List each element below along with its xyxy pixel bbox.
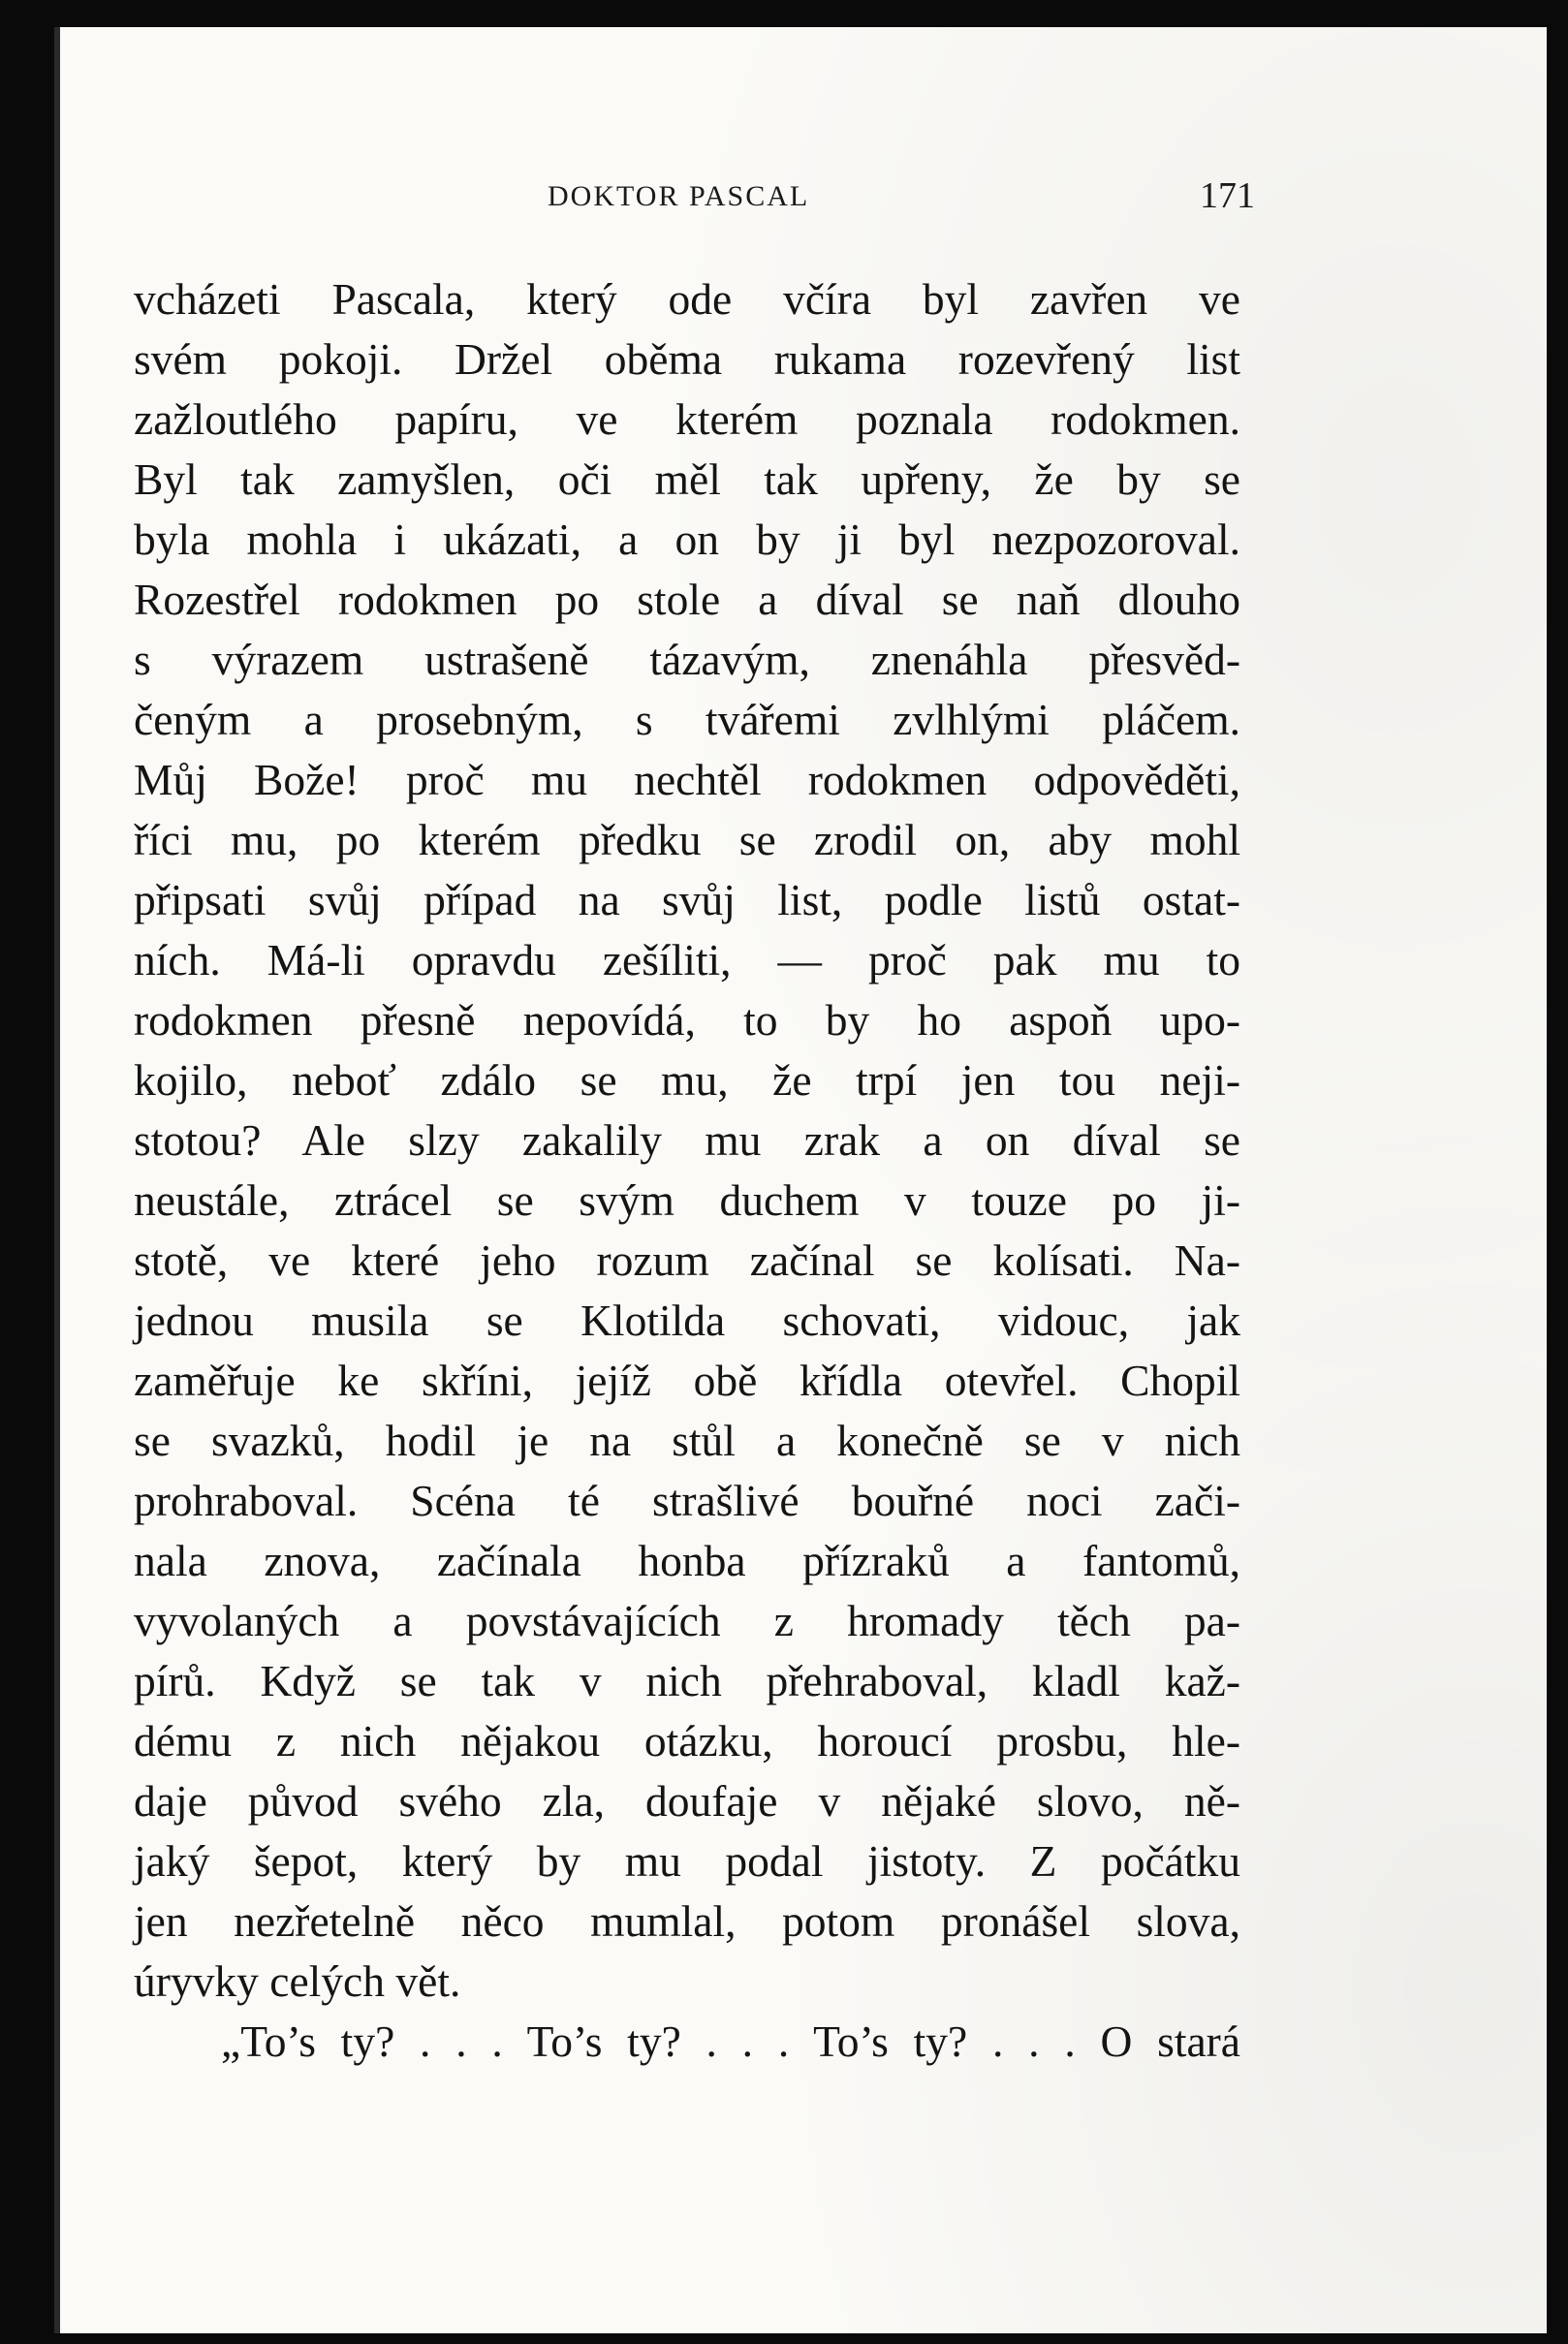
text-line: „To’s ty? . . . To’s ty? . . . To’s ty? . . . O stará [221, 2016, 1240, 2066]
text-line: pírů. Když se tak v nich přehraboval, kladl kaž- [134, 1656, 1240, 1705]
page-number: 171 [1200, 175, 1255, 216]
text-line: se svazků, hodil je na stůl a konečně se v nich [134, 1416, 1240, 1465]
text-line: ních. Má-li opravdu zešíliti, — proč pak mu to [134, 935, 1240, 984]
text-line: daje původ svého zla, doufaje v nějaké slovo, ně- [134, 1776, 1240, 1826]
text-line: byla mohla i ukázati, a on by ji byl nezpozoroval. [134, 515, 1240, 564]
text-line: jaký šepot, který by mu podal jistoty. Z počátku [134, 1836, 1240, 1886]
text-line: neustále, ztrácel se svým duchem v touze po ji- [134, 1175, 1240, 1225]
text-line: stotou? Ale slzy zakalily mu zrak a on díval se [134, 1115, 1240, 1165]
text-line: s výrazem ustrašeně tázavým, znenáhla přesvěd- [134, 635, 1240, 684]
text-line: Byl tak zamyšlen, oči měl tak upřeny, že by se [134, 454, 1240, 504]
text-line: úryvky celých vět. [134, 1956, 461, 2006]
page-header [548, 174, 1255, 223]
page-binding-edge [54, 27, 60, 2333]
text-line: stotě, ve které jeho rozum začínal se kolísati. Na- [134, 1235, 1240, 1285]
text-line: vcházeti Pascala, který ode včíra byl zavřen ve [134, 274, 1240, 324]
text-line: dému z nich nějakou otázku, horoucí prosbu, hle- [134, 1716, 1240, 1766]
text-line: čeným a prosebným, s tvářemi zvlhlými pláčem. [134, 695, 1240, 744]
text-line: vyvolaných a povstávajících z hromady těch pa- [134, 1596, 1240, 1645]
text-line: zažloutlého papíru, ve kterém poznala rodokmen. [134, 394, 1240, 444]
body-text [134, 269, 1240, 2072]
text-line: Rozestřel rodokmen po stole a díval se naň dlouho [134, 575, 1240, 624]
text-line: připsati svůj případ na svůj list, podle listů ostat- [134, 875, 1240, 924]
text-line: prohraboval. Scéna té strašlivé bouřné noci zači- [134, 1476, 1240, 1525]
text-line: říci mu, po kterém předku se zrodil on, aby mohl [134, 815, 1240, 864]
text-line: svém pokoji. Držel oběma rukama rozevřený list [134, 334, 1240, 384]
text-line: jen nezřetelně něco mumlal, potom pronášel slova, [134, 1896, 1240, 1946]
text-line: zaměřuje ke skříni, jejíž obě křídla otevřel. Chopil [134, 1356, 1240, 1405]
text-line: kojilo, neboť zdálo se mu, že trpí jen tou neji- [134, 1055, 1240, 1105]
running-head: DOKTOR PASCAL [548, 180, 810, 212]
text-line: Můj Bože! proč mu nechtěl rodokmen odpověděti, [134, 755, 1240, 804]
text-line: nala znova, začínala honba přízraků a fantomů, [134, 1536, 1240, 1585]
text-line: rodokmen přesně nepovídá, to by ho aspoň upo- [134, 995, 1240, 1045]
text-line: jednou musila se Klotilda schovati, vidouc, jak [134, 1296, 1240, 1345]
